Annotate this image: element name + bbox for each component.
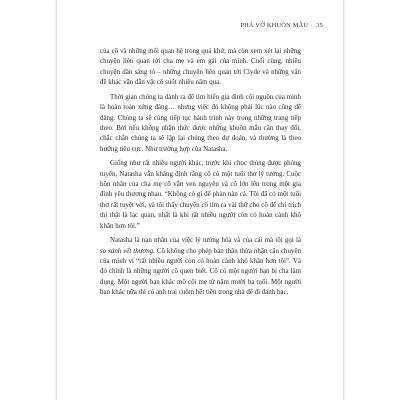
running-header xyxy=(240,22,323,29)
paragraph-4-after: . Cô không cho phép bản thân thừa nhận câu chuyện của mình vì “rất nhiều người còn có hoàn cảnh khó khăn hơn tôi”. Và đó chính là những người cô quen biết. Cô có một người bạn bị cha làm dụng. Một người bạn khác mồ côi mẹ từ năm mười ba tuổi. Một người bạn khác nữa thì có anh trai cuồm hết tiền trong nhà để đi đánh bạc. xyxy=(100,246,301,297)
body-text xyxy=(100,46,301,302)
paragraph-2: Thời gian chúng ta dành ra để tìm hiểu gia đình cội nguồn của mình là hoàn toàn xứng đáng… nhưng việc đó không phải lúc nào cũng dễ dàng. Chúng ta sẽ cùng tiếp tục hành trình này trong những trang tiếp theo. Bởi nếu không nhận thức được những khuôn mẫu cần thay đổi, chắc chắn chúng ta sẽ lặp lại chúng theo dự đoán, và thường là theo hướng tiêu cực. Như trường hợp của Natasha. xyxy=(100,92,301,153)
paragraph-1: của cô và những mối quan hệ trong quá khứ, mà còn xem xét lại những chuyện liên quan tới cha mẹ và em gái của mình. Cuối cùng, nhiều chuyện dần sáng tỏ – những chuyện liên quan tới Clyde và những vấn đề khác vẫn dẫn vặt cô suốt nhiều năm qua. xyxy=(100,47,301,87)
book-title: PHÁ VỠ KHUÔN MẪU xyxy=(240,22,309,29)
paragraph-4-before: Natasha là nạn nhân của việc lý tưởng hóa và của cái mà tôi gọi là xyxy=(110,236,301,245)
page-number: 35 xyxy=(316,22,323,29)
emphasized-term: so sánh vết thương xyxy=(100,246,154,255)
paragraph-4 xyxy=(100,235,301,297)
header-separator: · xyxy=(310,22,313,29)
paragraph-3: Giống như rất nhiều người khác, trước khi chọc thủng được phòng tuyến, Natasha vẫn khăng định rằng cô có một tuổi thơ lý tưởng. Cuộc hôn nhân của cha mẹ cô vẫn ven nguyên và cô lớn lên trong một gia đình yêu thương nhau. “Không có gì để phàn nàn cả. Tôi đã có một tuổi thơ rất tuyệt vời, và tôi thấy chuyện cố tìm ra vài thứ cho cô để chỉ trích thì thật là lạc quan, nhất là khi rất nhiều người còn có hoàn cảnh khó khăn hơn tôi.” xyxy=(100,159,301,230)
book-page xyxy=(57,0,343,400)
